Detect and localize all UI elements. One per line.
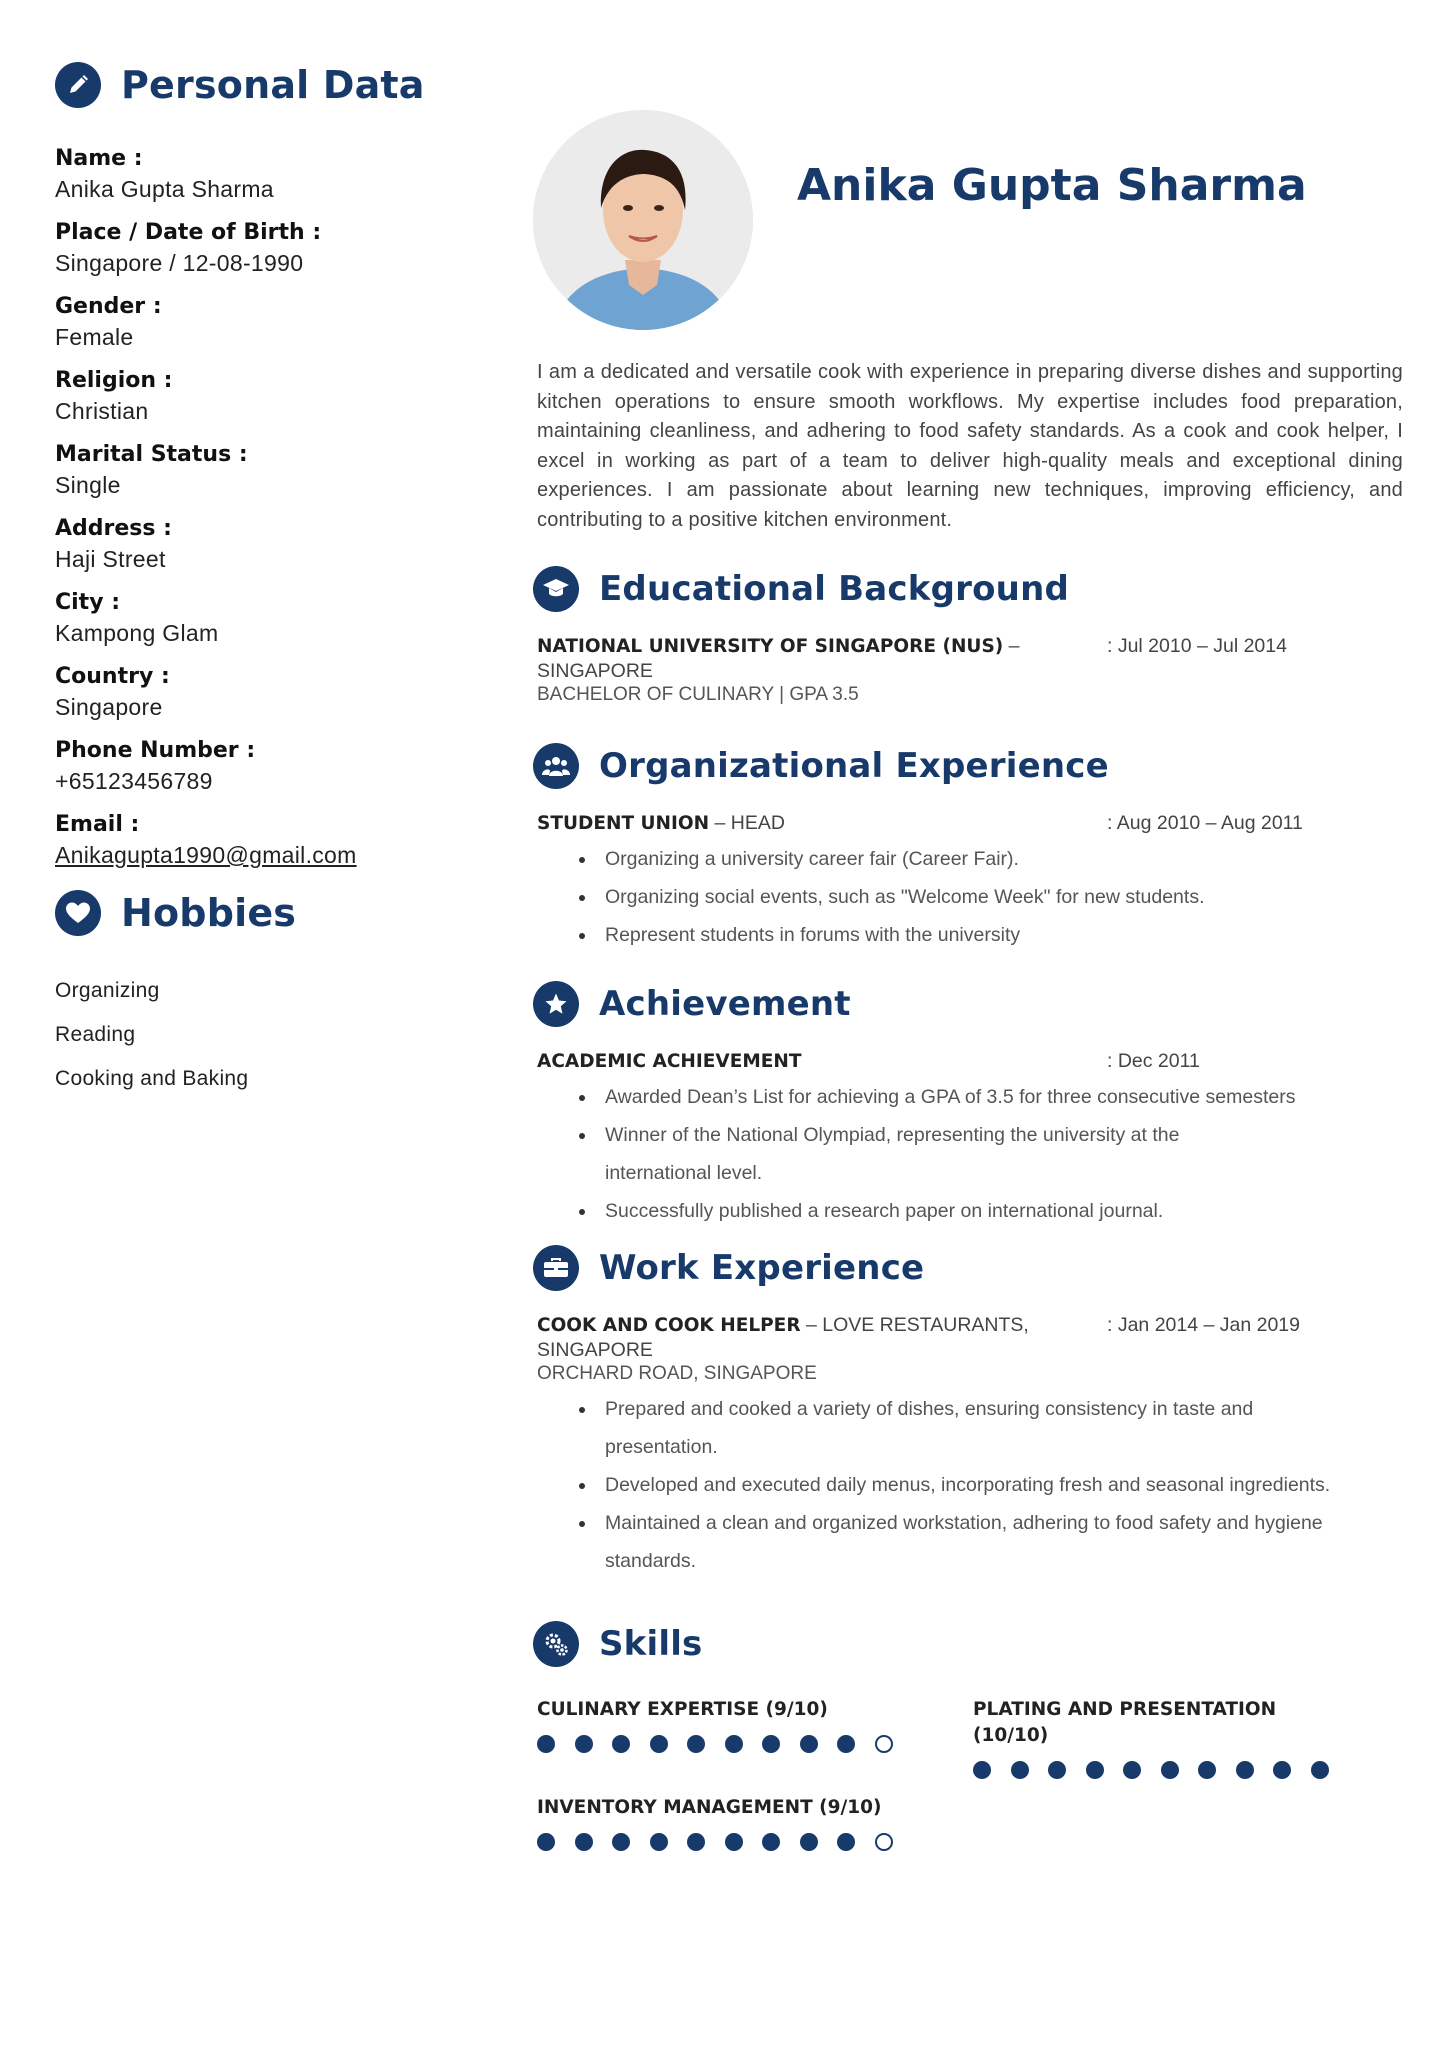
organization-header <box>533 743 1403 789</box>
pd-value: Single <box>55 472 121 498</box>
rating-dot-filled <box>612 1735 630 1753</box>
rating-dot-filled <box>1123 1761 1141 1779</box>
pd-email <box>55 810 475 870</box>
hobby-item: Organizing <box>55 979 160 1002</box>
work-header <box>533 1245 1403 1291</box>
achievement-name: ACADEMIC ACHIEVEMENT <box>537 1051 802 1072</box>
work-date: : Jan 2014 – Jan 2019 <box>1107 1314 1300 1336</box>
pd-value: Female <box>55 324 134 350</box>
list-item: Developed and executed daily menus, incorporating fresh and seasonal ingredients. <box>579 1466 1359 1504</box>
organization-name: STUDENT UNION – HEAD <box>537 812 785 834</box>
hobbies-list <box>55 976 475 1094</box>
skill-name: CULINARY EXPERTISE (9/10) <box>537 1699 828 1720</box>
education-entry <box>533 634 1403 707</box>
hobby-item: Cooking and Baking <box>55 1067 249 1090</box>
rating-dot-filled <box>1311 1761 1329 1779</box>
organization-section <box>533 743 1403 954</box>
rating-dot-filled <box>800 1735 818 1753</box>
list-item: Awarded Dean’s List for achieving a GPA of 3.5 for three consecutive semesters <box>579 1078 1369 1116</box>
rating-dot-filled <box>762 1735 780 1753</box>
pd-gender <box>55 292 475 352</box>
rating-dot-filled <box>687 1833 705 1851</box>
hobbies-title: Hobbies <box>121 891 297 935</box>
star-icon <box>533 981 579 1027</box>
profile-photo <box>533 110 753 330</box>
work-address: ORCHARD ROAD, SINGAPORE <box>537 1363 817 1384</box>
pd-birth <box>55 218 475 278</box>
rating-dot-filled <box>1273 1761 1291 1779</box>
skills-section <box>533 1621 1403 1877</box>
rating-dot-filled <box>1161 1761 1179 1779</box>
pd-value: Christian <box>55 398 149 424</box>
rating-dot-filled <box>725 1833 743 1851</box>
briefcase-icon <box>533 1245 579 1291</box>
pd-name <box>55 144 475 204</box>
list-item: Organizing social events, such as "Welcome Week" for new students. <box>579 878 1369 916</box>
rating-dot-filled <box>837 1735 855 1753</box>
pd-label: Email : <box>55 812 140 837</box>
achievement-date: : Dec 2011 <box>1107 1050 1200 1072</box>
personal-data-list <box>55 144 475 870</box>
pd-address <box>55 514 475 574</box>
achievement-title: Achievement <box>599 984 851 1024</box>
achievement-section <box>533 981 1403 1230</box>
rating-dot-filled <box>1236 1761 1254 1779</box>
list-item: Maintained a clean and organized workstation, adhering to food safety and hygiene standards. <box>579 1504 1359 1580</box>
pd-city <box>55 588 475 648</box>
rating-dot-filled <box>575 1735 593 1753</box>
heart-icon <box>55 890 101 936</box>
rating-dot-filled <box>1011 1761 1029 1779</box>
work-title: Work Experience <box>599 1248 925 1288</box>
pd-marital <box>55 440 475 500</box>
skill-name: INVENTORY MANAGEMENT (9/10) <box>537 1797 882 1818</box>
achievement-bullets <box>579 1078 1403 1230</box>
organization-entry <box>533 811 1403 954</box>
profile-summary: I am a dedicated and versatile cook with experience in preparing diverse dishes and supporting kitchen operations to ensure smooth workflows. My expertise includes food preparation, maintaining cleanliness, and adhering to food safety standards. As a cook and cook helper, I excel in working as part of a team to deliver high-quality meals and exceptional dining experiences. I am passionate about learning new techniques, improving efficiency, and contributing to a positive kitchen environment. <box>537 361 1403 531</box>
rating-dot-filled <box>1198 1761 1216 1779</box>
education-date: : Jul 2010 – Jul 2014 <box>1107 635 1287 657</box>
personal-data-header <box>55 62 475 108</box>
organization-date: : Aug 2010 – Aug 2011 <box>1107 812 1303 834</box>
pd-value: Anika Gupta Sharma <box>55 176 274 202</box>
skill-rating <box>537 1735 917 1753</box>
skill-item <box>537 1795 917 1851</box>
work-section <box>533 1245 1403 1580</box>
personal-data-title: Personal Data <box>121 63 425 107</box>
pd-religion <box>55 366 475 426</box>
left-column <box>55 62 475 1108</box>
list-item: Prepared and cooked a variety of dishes, ensuring consistency in taste and presentation. <box>579 1390 1359 1466</box>
achievement-header <box>533 981 1403 1027</box>
pd-value: Haji Street <box>55 546 166 572</box>
rating-dot-filled <box>800 1833 818 1851</box>
rating-dot-empty <box>875 1833 893 1851</box>
rating-dot-filled <box>612 1833 630 1851</box>
education-institution: NATIONAL UNIVERSITY OF SINGAPORE (NUS) – SINGAPORE <box>537 635 1020 682</box>
education-title: Educational Background <box>599 569 1070 609</box>
organization-bullets <box>579 840 1403 954</box>
email-link[interactable]: Anikagupta1990@gmail.com <box>55 842 357 868</box>
pd-label: Country : <box>55 664 170 689</box>
rating-dot-filled <box>973 1761 991 1779</box>
rating-dot-filled <box>687 1735 705 1753</box>
list-item: Organizing a university career fair (Career Fair). <box>579 840 1369 878</box>
skill-item <box>973 1697 1353 1779</box>
pd-phone <box>55 736 475 796</box>
pd-value: Singapore / 12-08-1990 <box>55 250 304 276</box>
rating-dot-filled <box>1086 1761 1104 1779</box>
list-item: Represent students in forums with the university <box>579 916 1369 954</box>
education-section <box>533 566 1403 707</box>
hobbies-header <box>55 890 475 936</box>
work-bullets <box>579 1390 1403 1580</box>
rating-dot-filled <box>575 1833 593 1851</box>
rating-dot-filled <box>725 1735 743 1753</box>
education-degree: BACHELOR OF CULINARY | GPA 3.5 <box>537 684 859 705</box>
pd-label: City : <box>55 590 121 615</box>
list-item: Successfully published a research paper on international journal. <box>579 1192 1369 1230</box>
pd-label: Marital Status : <box>55 442 248 467</box>
rating-dot-filled <box>650 1735 668 1753</box>
candidate-name: Anika Gupta Sharma <box>797 160 1307 211</box>
rating-dot-filled <box>650 1833 668 1851</box>
pd-value: +65123456789 <box>55 768 213 794</box>
pd-value: Singapore <box>55 694 163 720</box>
people-group-icon <box>533 743 579 789</box>
graduation-cap-icon <box>533 566 579 612</box>
rating-dot-empty <box>875 1735 893 1753</box>
pd-label: Gender : <box>55 294 162 319</box>
skills-grid <box>533 1697 1403 1877</box>
pd-label: Phone Number : <box>55 738 256 763</box>
pd-value: Kampong Glam <box>55 620 219 646</box>
skill-rating <box>973 1761 1353 1779</box>
skill-rating <box>537 1833 917 1851</box>
rating-dot-filled <box>762 1833 780 1851</box>
rating-dot-filled <box>537 1833 555 1851</box>
organization-title: Organizational Experience <box>599 746 1109 786</box>
skills-header <box>533 1621 1403 1667</box>
pencil-icon <box>55 62 101 108</box>
hobby-item: Reading <box>55 1023 136 1046</box>
rating-dot-filled <box>1048 1761 1066 1779</box>
skill-item <box>537 1697 917 1753</box>
list-item: Winner of the National Olympiad, representing the university at the international level. <box>579 1116 1279 1192</box>
skills-title: Skills <box>599 1624 703 1664</box>
work-position: COOK AND COOK HELPER – LOVE RESTAURANTS, SINGAPORE <box>537 1314 1029 1361</box>
work-entry <box>533 1313 1403 1580</box>
pd-country <box>55 662 475 722</box>
gears-icon <box>533 1621 579 1667</box>
education-header <box>533 566 1403 612</box>
pd-label: Address : <box>55 516 172 541</box>
skill-name: PLATING AND PRESENTATION (10/10) <box>973 1699 1277 1746</box>
pd-label: Name : <box>55 146 143 171</box>
rating-dot-filled <box>537 1735 555 1753</box>
rating-dot-filled <box>837 1833 855 1851</box>
pd-label: Religion : <box>55 368 173 393</box>
achievement-entry <box>533 1049 1403 1230</box>
pd-label: Place / Date of Birth : <box>55 220 322 245</box>
